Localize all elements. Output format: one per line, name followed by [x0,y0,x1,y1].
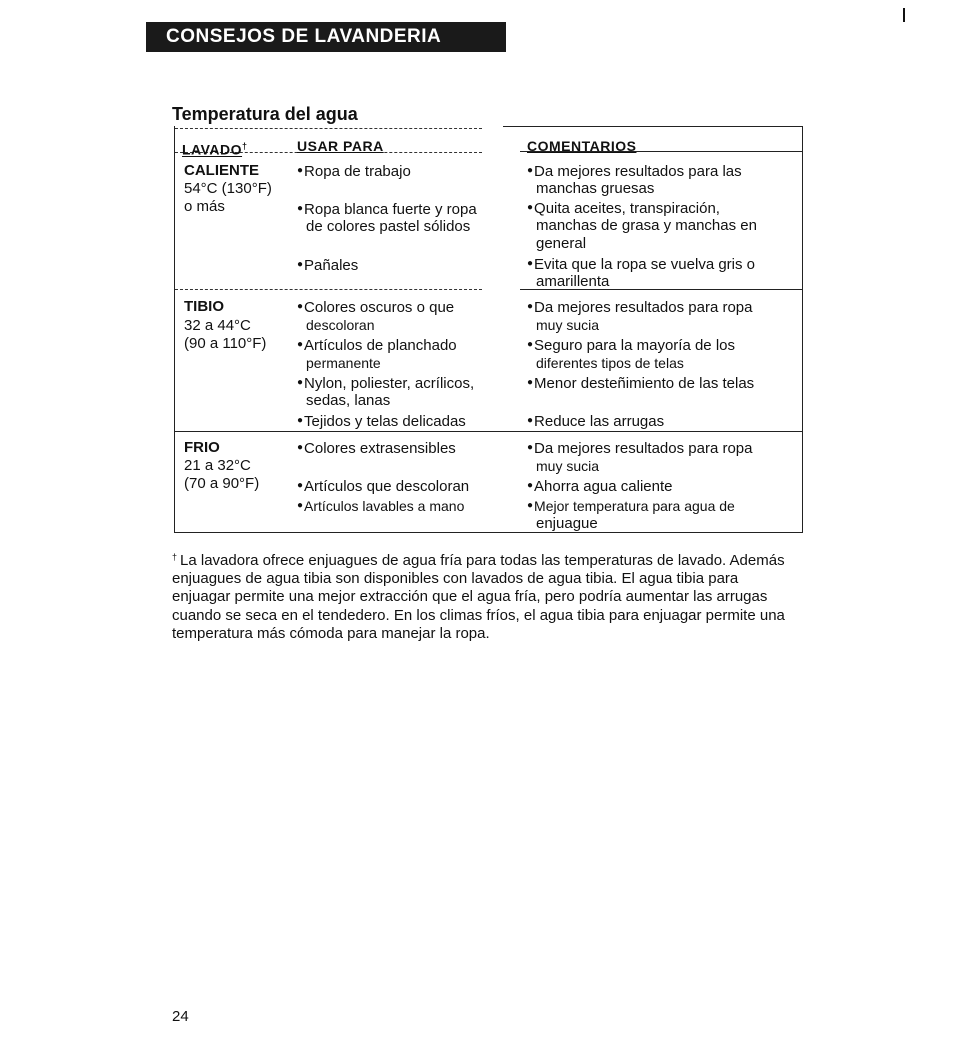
margin-mark [903,8,905,22]
use-item: ●Artículos lavables a mano [297,498,465,514]
footnote-mark: † [172,552,178,562]
temp-name: CALIENTE [184,162,259,179]
use-item-cont: permanente [306,355,381,371]
comment-item: ●Reduce las arrugas [527,413,665,430]
temp-range: 32 a 44°C [184,317,251,334]
comment-item-cont: muy sucia [536,317,600,333]
comment-item: ●Mejor temperatura para agua de [527,498,735,514]
table-top-border-right [503,126,802,127]
row-divider-1-left [175,289,482,290]
temp-range: 21 a 32°C [184,457,251,474]
use-item: ●Pañales [297,257,359,274]
comment-item-cont: manchas gruesas [536,180,655,197]
use-item: ●Artículos de planchado [297,337,457,354]
use-item-cont: descoloran [306,317,375,333]
temp-range: 54°C (130°F) [184,180,272,197]
use-item-cont: sedas, lanas [306,392,391,409]
comment-item-cont: muy sucia [536,458,600,474]
temp-range: (70 a 90°F) [184,475,260,492]
use-item: ●Colores oscuros o que [297,299,455,316]
use-item: ●Ropa blanca fuerte y ropa [297,201,477,218]
comment-item-cont: amarillenta [536,273,610,290]
use-item: ●Nylon, poliester, acrílicos, [297,375,475,392]
row-divider-2 [175,431,802,432]
footnote-text: La lavadora ofrece enjuagues de agua fría para todas las temperaturas de lavado. Además enjuagues de agua tibia son disponibles con lavados de agua tibia. El agua tibia para enjuagar permite una mejor extracción que el agua fría, pero podría aumentar las arrugas cuando se seca en el tendedero. En los climas fríos, el agua tibia para enjuagar permite una temperatura más cómoda para manejar la ropa. [172,552,785,642]
temp-range: (90 a 110°F) [184,335,267,352]
comment-item: ●Quita aceites, transpiración, [527,200,720,217]
comment-item: ●Ahorra agua caliente [527,478,673,495]
temp-range: o más [184,198,225,215]
section-title: Temperatura del agua [172,104,358,124]
comment-item-cont: diferentes tipos de telas [536,355,684,371]
use-item-cont: de colores pastel sólidos [306,218,471,235]
comment-item-cont: general [536,235,587,252]
table-bottom-border [174,532,803,533]
temp-name: FRIO [184,439,220,456]
comment-item: ●Menor desteñimiento de las telas [527,375,755,392]
use-item: ●Artículos que descoloran [297,478,470,495]
use-item: ●Ropa de trabajo [297,163,411,180]
header-use-for: USAR PARA [297,138,384,154]
page-number: 24 [172,1008,189,1025]
comment-item: ●Da mejores resultados para ropa [527,440,753,457]
table-right-border [802,126,803,532]
comment-item: ●Da mejores resultados para ropa [527,299,753,316]
comment-item-cont: manchas de grasa y manchas en [536,217,757,234]
comment-item: ●Seguro para la mayoría de los [527,337,735,354]
temp-name: TIBIO [184,298,224,315]
footnote [172,548,792,643]
use-item: ●Colores extrasensibles [297,440,456,457]
table-top-border-left [175,128,482,129]
header-wash: LAVADO† [182,141,248,158]
section-banner: CONSEJOS DE LAVANDERIA [146,22,506,52]
comment-item-cont: enjuague [536,515,598,532]
header-comments: COMENTARIOS [527,138,637,154]
comment-item: ●Evita que la ropa se vuelva gris o [527,256,756,273]
use-item: ●Tejidos y telas delicadas [297,413,466,430]
table-left-border [174,126,175,532]
comment-item: ●Da mejores resultados para las [527,163,742,180]
